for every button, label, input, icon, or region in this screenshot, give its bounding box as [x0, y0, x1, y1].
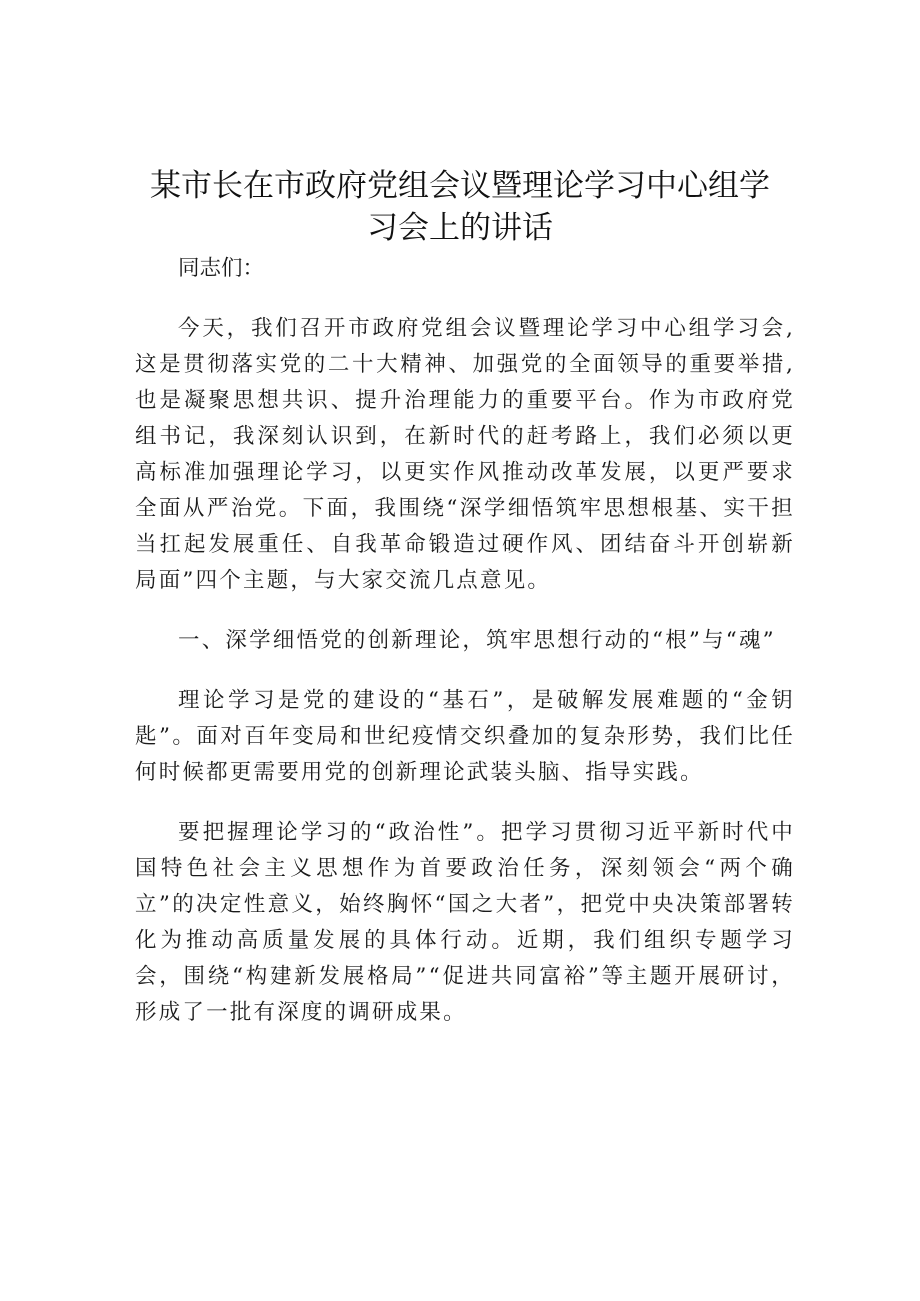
paragraph-theory-importance: 理论学习是党的建设的“基石”，是破解发展难题的“金钥匙”。面对百年变局和世纪疫情交织叠加的复杂形势，我们比任何时候都更需要用党的创新理论武装头脑、指导实践。 [135, 688, 795, 785]
section-heading-1: 一、深学细悟党的创新理论，筑牢思想行动的“根”与“魂” [178, 628, 776, 653]
paragraph-intro: 今天，我们召开市政府党组会议暨理论学习中心组学习会,这是贯彻落实党的二十大精神、加强党的全面领导的重要举措,也是凝聚思想共识、提升治理能力的重要平台。作为市政府党组书记，我深刻认识到，在新时代的赶考路上，我们必须以更高标准加强理论学习，以更实作风推动改革发展，以更严要求全面从严治党。下面，我围绕“深学细悟筑牢思想根基、实干担当扛起发展重任、自我革命锻造过硬作风、团结奋斗开创崭新局面”四个主题，与大家交流几点意见。 [135, 316, 795, 593]
paragraph-political-nature: 要把握理论学习的“政治性”。把学习贯彻习近平新时代中国特色社会主义思想作为首要政治任务，深刻领会“两个确立”的决定性意义，始终胸怀“国之大者”，把党中央决策部署转化为推动高质量发展的具体行动。近期，我们组织专题学习会，围绕“构建新发展格局”“促进共同富裕”等主题开展研讨，形成了一批有深度的调研成果。 [135, 820, 795, 1025]
document-body [135, 251, 795, 1055]
document-title: 某市长在市政府党组会议暨理论学习中心组学习会上的讲话 [150, 168, 770, 246]
salutation: 同志们： [178, 256, 265, 281]
